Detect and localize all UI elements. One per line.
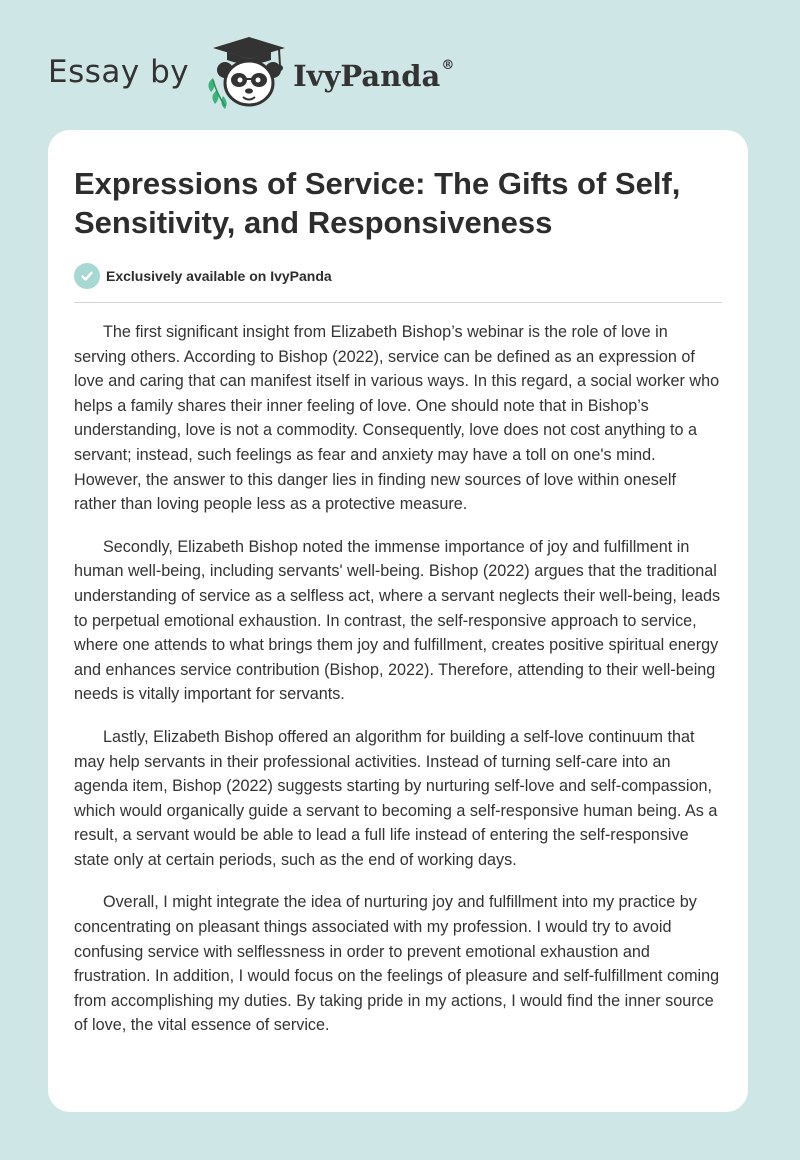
panda-graduate-icon[interactable] bbox=[203, 34, 289, 110]
paragraph: Lastly, Elizabeth Bishop offered an algorithm for building a self-love continuum that may help servants in their professional activities. Instead of turning self-care into an agenda item, Bishop (2022) suggests starting by nurturing self-love and self-compassion, which would organically guide a servant to becoming a self-responsive human being. As a result, a servant would be able to lead a full life instead of entering the self-responsive state only at certain periods, such as the end of working days. bbox=[74, 727, 718, 869]
essay-card bbox=[48, 130, 748, 1112]
site-header bbox=[48, 32, 454, 112]
essay-by-label: Essay by bbox=[48, 54, 190, 90]
exclusive-badge-text: Exclusively available on IvyPanda bbox=[106, 268, 332, 284]
paragraph: Overall, I might integrate the idea of nurturing joy and fulfillment into my practice by concentrating on pleasant things associated with my profession. I would try to avoid confusing service with selflessness in order to prevent emotional exhaustion and frustration. In addition, I would focus on the feelings of pleasure and self-fulfillment coming from accomplishing my duties. By taking pride in my actions, I would find the inner source of love, the vital essence of service. bbox=[74, 893, 720, 1035]
registered-mark: ® bbox=[441, 58, 455, 74]
check-mark-icon bbox=[80, 269, 94, 283]
paragraph: Secondly, Elizabeth Bishop noted the immense importance of joy and fulfillment in human well-being, including servants' well-being. Bishop (2022) argues that the traditional understanding of service as a selfless act, where a servant neglects their well-being, leads to perpetual emotional exhaustion. In contrast, the self-responsive approach to service, where one attends to what brings them joy and fulfillment, creates positive spiritual energy and enhances service contribution (Bishop, 2022). Therefore, attending to their well-being needs is vitally important for servants. bbox=[74, 537, 721, 704]
exclusive-badge bbox=[74, 263, 332, 289]
brand-name-text: IvyPanda bbox=[293, 59, 441, 93]
essay-title: Expressions of Service: The Gifts of Self, Sensitivity, and Responsiveness bbox=[74, 166, 681, 240]
brand-name[interactable] bbox=[293, 59, 454, 93]
essay-body bbox=[74, 320, 722, 1056]
check-circle-icon bbox=[74, 263, 100, 289]
title-divider bbox=[74, 302, 722, 303]
paragraph: The first significant insight from Elizabeth Bishop’s webinar is the role of love in serving others. According to Bishop (2022), service can be defined as an expression of love and caring that can manifest itself in various ways. In this regard, a social worker who helps a family shares their inner feeling of love. One should note that in Bishop’s understanding, love is not a commodity. Consequently, love does not cost anything to a servant; instead, such feelings as fear and anxiety may have a toll on one's mind. However, the answer to this danger lies in finding new sources of love within oneself rather than loving people less as a protective measure. bbox=[74, 323, 720, 514]
